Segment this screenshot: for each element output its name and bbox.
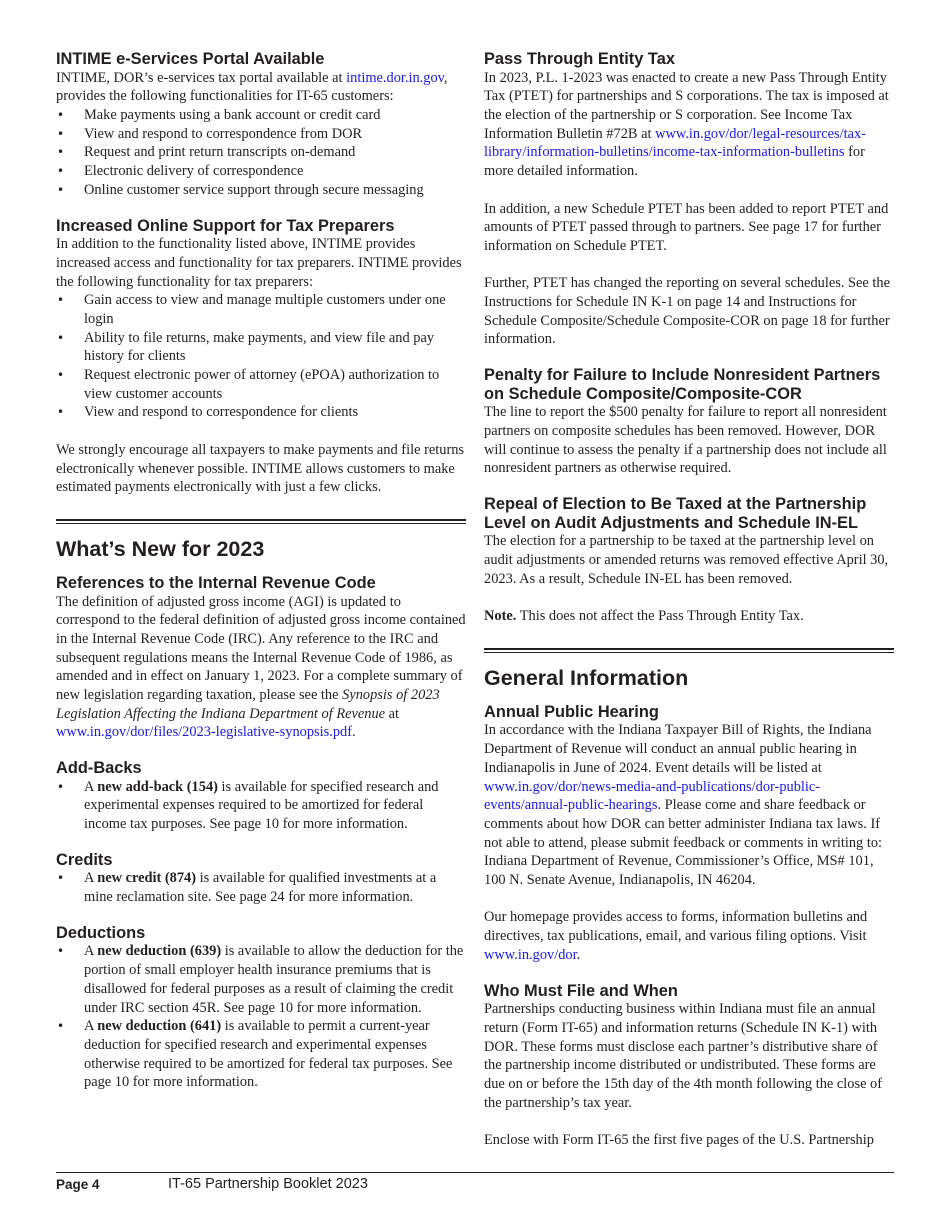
section-heading-penalty: Penalty for Failure to Include Nonresident Partners on Schedule Composite/Composite-COR	[484, 366, 881, 403]
who-must-file-paragraph: Partnerships conducting business within Indiana must file an annual return (Form IT-65) and information returns (Schedule IN K-1) with DOR. These forms must disclose each partner’s distributive share of the partnership income distributed or undistributed. These forms are due on or before the 15th day of the 4th month following the close of the partnership’s tax year.	[484, 1001, 883, 1111]
list-item: • View and respond to correspondence for clients	[56, 403, 466, 422]
section-heading-credits: Credits	[56, 850, 113, 869]
list-item: • A new add-back (154) is available for specified research and experimental expenses required to be amortized for federal income tax purposes. See page 10 for more information.	[56, 778, 466, 834]
right-column	[484, 50, 894, 1150]
section-heading-who-must-file: Who Must File and When	[484, 981, 678, 1000]
info-bulletins-link[interactable]: www.in.gov/dor/legal-resources/tax-library/information-bulletins/income-tax-information-bulletins	[484, 125, 866, 161]
preparer-support-intro: In addition to the functionality listed above, INTIME provides increased access and functionality for tax preparers. INTIME provides the following functionality for tax preparers:	[56, 236, 462, 290]
list-item: • Request electronic power of attorney (ePOA) authorization to view customer accounts	[56, 366, 466, 403]
list-item: • A new credit (874) is available for qualified investments at a mine reclamation site. See page 24 for more information.	[56, 869, 466, 906]
list-item: • View and respond to correspondence from DOR	[56, 125, 466, 144]
page-section-title-whats-new: What’s New for 2023	[56, 536, 265, 561]
section-heading-preparer-support: Increased Online Support for Tax Preparers	[56, 216, 395, 235]
list-item: • Electronic delivery of correspondence	[56, 162, 466, 181]
hearing-paragraph: In accordance with the Indiana Taxpayer Bill of Rights, the Indiana Department of Revenue will conduct an annual public hearing in Indianapolis in June of 2024. Event details will be listed at www.in.gov/dor/news-media-and-publications/dor-public-events/annual-public-hearings. Please come and share feedback or comments about how DOR can better administer Indiana tax laws. If not able to attend, please submit feedback or comments in writing to: Indiana Department of Revenue, Commissioner’s Office, MS# 101, 100 N. Senate Avenue, Indianapolis, IN 46204.	[484, 722, 883, 889]
deductions-list	[56, 942, 466, 1092]
section-heading-irc: References to the Internal Revenue Code	[56, 573, 376, 592]
list-item: • Ability to file returns, make payments, and view file and pay history for clients	[56, 329, 466, 366]
list-item: • Make payments using a bank account or credit card	[56, 106, 466, 125]
list-item: • Online customer service support through secure messaging	[56, 181, 466, 200]
list-item: • A new deduction (639) is available to allow the deduction for the portion of small employer health insurance premiums that is disallowed for federal purposes as a result of claiming the credit under IRC section 45R. See page 10 for more information.	[56, 942, 466, 1017]
encourage-paragraph: We strongly encourage all taxpayers to make payments and file returns electronically whenever possible. INTIME allows customers to make estimated payments electronically with just a few clicks.	[56, 441, 465, 496]
ptet-paragraph-1: In 2023, P.L. 1-2023 was enacted to create a new Pass Through Entity Tax (PTET) for partnerships and S corporations. The tax is imposed at the election of the partnership or S corporation. See Income Tax Information Bulletin #72B at www.in.gov/dor/legal-resources/tax-library/information-bulletins/income-tax-information-bulletins for more detailed information.	[484, 69, 889, 180]
intime-link[interactable]: intime.dor.in.gov	[346, 69, 444, 86]
left-column	[56, 50, 466, 1092]
ptet-paragraph-3: Further, PTET has changed the reporting on several schedules. See the Instructions for Schedule IN K-1 on page 14 and Instructions for Schedule Composite/Schedule Composite-COR on page 18 for further information.	[484, 275, 890, 348]
preparer-feature-list	[56, 291, 466, 422]
section-divider	[484, 648, 894, 653]
list-item: • Gain access to view and manage multiple customers under one login	[56, 291, 466, 328]
list-item: • Request and print return transcripts on-demand	[56, 143, 466, 162]
booklet-title: IT-65 Partnership Booklet 2023	[168, 1176, 368, 1192]
repeal-paragraph: The election for a partnership to be taxed at the partnership level on audit adjustments or amended returns was removed effective April 30, 2023. As a result, Schedule IN-EL has been removed.	[484, 533, 889, 587]
intime-intro: INTIME, DOR’s e-services tax portal available at intime.dor.in.gov, provides the following functionalities for IT-65 customers:	[56, 69, 448, 105]
section-heading-intime: INTIME e-Services Portal Available	[56, 50, 325, 68]
section-heading-repeal: Repeal of Election to Be Taxed at the Partnership Level on Audit Adjustments and Schedule IN-EL	[484, 495, 867, 532]
section-heading-deductions: Deductions	[56, 923, 146, 942]
page-footer	[56, 1176, 368, 1192]
footer-divider	[56, 1172, 894, 1173]
credits-list	[56, 869, 466, 906]
penalty-paragraph: The line to report the $500 penalty for failure to report all nonresident partners on composite schedules has been removed. However, DOR will continue to assess the penalty if a partnership does not include all nonresident partners as otherwise required.	[484, 404, 887, 477]
section-heading-add-backs: Add-Backs	[56, 759, 142, 778]
dor-homepage-link[interactable]: www.in.gov/dor	[484, 946, 577, 963]
irc-paragraph: The definition of adjusted gross income (AGI) is updated to correspond to the federal definition of adjusted gross income contained in the Internal Revenue Code (IRC). Any reference to the IRC and subsequent regulations means the Internal Revenue Code of 1986, as amended and in effect on January 1, 2023. For a complete summary of new legislation regarding taxation, please see the Synopsis of 2023 Legislation Affecting the Indiana Department of Revenue at www.in.gov/dor/files/2023-legislative-synopsis.pdf.	[56, 593, 466, 741]
list-item: • A new deduction (641) is available to permit a current-year deduction for specified research and experimental expenses otherwise required to be amortized for federal tax purposes. See page 10 for more information.	[56, 1017, 466, 1092]
page-number: Page 4	[56, 1177, 100, 1192]
enclose-paragraph: Enclose with Form IT-65 the first five pages of the U.S. Partnership	[484, 1132, 874, 1149]
page-section-title-general-info: General Information	[484, 665, 689, 690]
legislative-synopsis-link[interactable]: www.in.gov/dor/files/2023-legislative-synopsis.pdf	[56, 724, 353, 741]
section-heading-ptet: Pass Through Entity Tax	[484, 50, 675, 68]
section-heading-public-hearing: Annual Public Hearing	[484, 702, 659, 721]
add-backs-list	[56, 778, 466, 834]
intime-feature-list	[56, 106, 466, 200]
section-divider	[56, 519, 466, 524]
homepage-paragraph: Our homepage provides access to forms, information bulletins and directives, tax publications, email, and various filing options. Visit www.in.gov/dor.	[484, 909, 868, 963]
public-hearings-link[interactable]: www.in.gov/dor/news-media-and-publications/dor-public-events/annual-public-hearings	[484, 778, 821, 814]
repeal-note: Note. This does not affect the Pass Through Entity Tax.	[484, 608, 804, 625]
ptet-paragraph-2: In addition, a new Schedule PTET has been added to report PTET and amounts of PTET passed through to partners. See page 17 for further information on Schedule PTET.	[484, 200, 889, 254]
